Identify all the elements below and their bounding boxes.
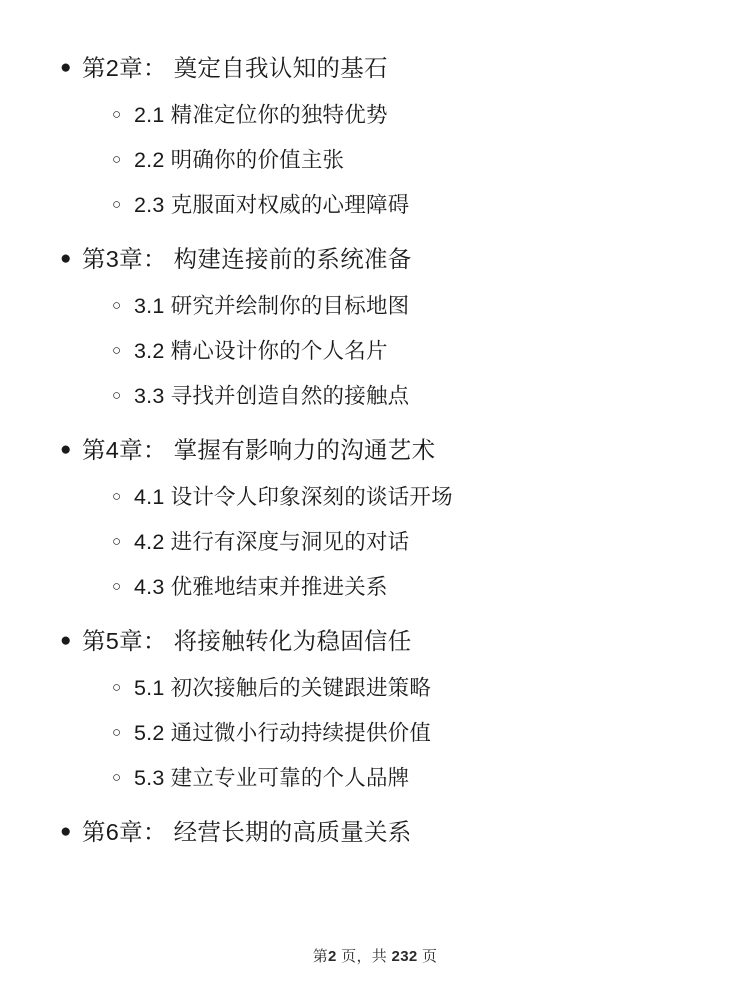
toc-section-row[interactable] bbox=[112, 137, 690, 182]
hollow-bullet-icon: ○ bbox=[112, 196, 122, 213]
toc-section-row[interactable] bbox=[112, 283, 690, 328]
footer-prefix: 第 bbox=[312, 948, 329, 965]
toc-section-title: 3.2 精心设计你的个人名片 bbox=[134, 339, 388, 363]
toc-chapter-title: 第2章： 奠定自我认知的基石 bbox=[82, 55, 388, 81]
solid-bullet-icon: ● bbox=[60, 57, 72, 78]
toc-chapter-title: 第3章： 构建连接前的系统准备 bbox=[82, 246, 412, 272]
solid-bullet-icon: ● bbox=[60, 821, 72, 842]
toc-section-title: 4.1 设计令人印象深刻的谈话开场 bbox=[134, 485, 453, 509]
toc-section-row[interactable] bbox=[112, 755, 690, 800]
toc-section-row[interactable] bbox=[112, 519, 690, 564]
hollow-bullet-icon: ○ bbox=[112, 578, 122, 595]
toc-chapter-row[interactable] bbox=[60, 615, 690, 665]
toc-section-row[interactable] bbox=[112, 373, 690, 418]
hollow-bullet-icon: ○ bbox=[112, 342, 122, 359]
toc-section-row[interactable] bbox=[112, 564, 690, 609]
hollow-bullet-icon: ○ bbox=[112, 724, 122, 741]
toc-section-row[interactable] bbox=[112, 665, 690, 710]
page-footer bbox=[0, 945, 750, 966]
toc-section-title: 5.3 建立专业可靠的个人品牌 bbox=[134, 766, 410, 790]
toc-chapter-row[interactable] bbox=[60, 806, 690, 856]
toc-section-list bbox=[60, 665, 690, 800]
toc-chapter bbox=[60, 42, 690, 227]
toc-chapter bbox=[60, 233, 690, 418]
footer-total-pages: 232 bbox=[391, 948, 418, 965]
toc-section-title: 3.1 研究并绘制你的目标地图 bbox=[134, 294, 410, 318]
toc-chapter-title: 第4章： 掌握有影响力的沟通艺术 bbox=[82, 437, 436, 463]
footer-middle: 页，共 bbox=[341, 948, 388, 965]
toc-chapter bbox=[60, 806, 690, 856]
toc-chapter-title: 第6章： 经营长期的高质量关系 bbox=[82, 819, 412, 845]
footer-current-page: 2 bbox=[328, 948, 337, 965]
toc-section-row[interactable] bbox=[112, 92, 690, 137]
hollow-bullet-icon: ○ bbox=[112, 679, 122, 696]
hollow-bullet-icon: ○ bbox=[112, 297, 122, 314]
hollow-bullet-icon: ○ bbox=[112, 151, 122, 168]
toc-section-title: 5.2 通过微小行动持续提供价值 bbox=[134, 721, 432, 745]
toc-chapter-title: 第5章： 将接触转化为稳固信任 bbox=[82, 628, 412, 654]
toc-section-title: 4.3 优雅地结束并推进关系 bbox=[134, 575, 388, 599]
toc-section-list bbox=[60, 283, 690, 418]
toc-chapter-row[interactable] bbox=[60, 424, 690, 474]
toc-chapter-row[interactable] bbox=[60, 42, 690, 92]
toc-section-title: 2.2 明确你的价值主张 bbox=[134, 148, 345, 172]
toc-section-title: 2.1 精准定位你的独特优势 bbox=[134, 103, 388, 127]
toc-section-title: 2.3 克服面对权威的心理障碍 bbox=[134, 193, 410, 217]
hollow-bullet-icon: ○ bbox=[112, 769, 122, 786]
toc-section-row[interactable] bbox=[112, 474, 690, 519]
toc-section-row[interactable] bbox=[112, 182, 690, 227]
footer-suffix: 页 bbox=[421, 948, 438, 965]
solid-bullet-icon: ● bbox=[60, 248, 72, 269]
toc-section-list bbox=[60, 474, 690, 609]
hollow-bullet-icon: ○ bbox=[112, 533, 122, 550]
hollow-bullet-icon: ○ bbox=[112, 387, 122, 404]
toc-section-title: 5.1 初次接触后的关键跟进策略 bbox=[134, 676, 432, 700]
table-of-contents bbox=[60, 42, 690, 856]
toc-section-title: 4.2 进行有深度与洞见的对话 bbox=[134, 530, 410, 554]
toc-section-row[interactable] bbox=[112, 328, 690, 373]
toc-chapter bbox=[60, 615, 690, 800]
solid-bullet-icon: ● bbox=[60, 439, 72, 460]
hollow-bullet-icon: ○ bbox=[112, 106, 122, 123]
hollow-bullet-icon: ○ bbox=[112, 488, 122, 505]
solid-bullet-icon: ● bbox=[60, 630, 72, 651]
toc-section-list bbox=[60, 92, 690, 227]
toc-chapter-row[interactable] bbox=[60, 233, 690, 283]
toc-chapter bbox=[60, 424, 690, 609]
toc-section-title: 3.3 寻找并创造自然的接触点 bbox=[134, 384, 410, 408]
toc-section-row[interactable] bbox=[112, 710, 690, 755]
